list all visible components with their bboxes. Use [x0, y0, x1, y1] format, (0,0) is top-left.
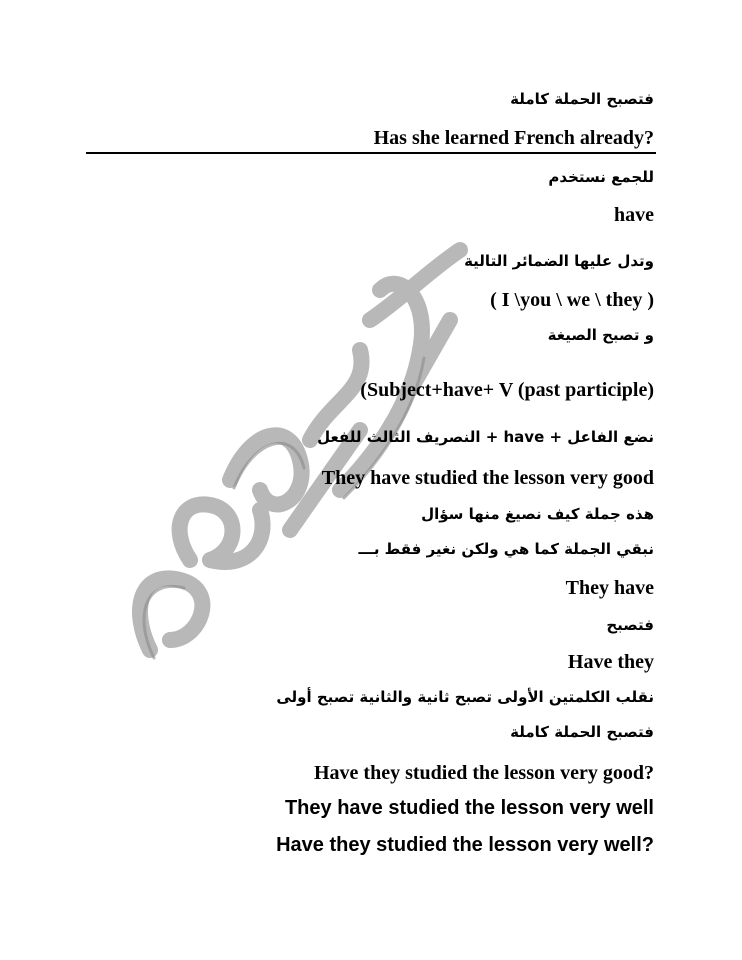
divider-rule [86, 152, 656, 154]
line-12: نبقي الجملة كما هي ولكن نغير فقط بـــ [358, 540, 654, 558]
line-7: و تصبح الصيغة [547, 326, 654, 344]
line-9: نضع الفاعل + have + النصريف الثالث للفعل [317, 428, 654, 446]
line-13: They have [565, 577, 654, 599]
line-19: They have studied the lesson very well [284, 797, 654, 819]
line-5: وتدل عليها الضمائر التالية [464, 252, 654, 270]
line-16: نقلب الكلمتين الأولى تصبح ثانية والثانية تصبح أولى [276, 688, 654, 706]
line-18: Have they studied the lesson very good? [314, 762, 654, 784]
watermark-signature [110, 230, 490, 700]
line-8: (Subject+have+ V (past participle) [360, 379, 654, 401]
line-17: فتصبح الحملة كاملة [510, 723, 654, 741]
line-10: They have studied the lesson very good [321, 467, 654, 489]
line-2: Has she learned French already? [373, 127, 654, 149]
line-6: ( I \you \ we \ they ) [490, 289, 654, 311]
line-14: فتصبح [606, 616, 654, 634]
line-4: have [614, 204, 654, 226]
line-20: Have they studied the lesson very well? [276, 834, 654, 856]
line-3: للجمع نستخدم [548, 168, 654, 186]
line-1: فتصبح الحملة كاملة [510, 90, 654, 108]
line-11: هذه جملة كيف نصيغ منها سؤال [421, 505, 654, 523]
line-15: Have they [567, 651, 654, 673]
